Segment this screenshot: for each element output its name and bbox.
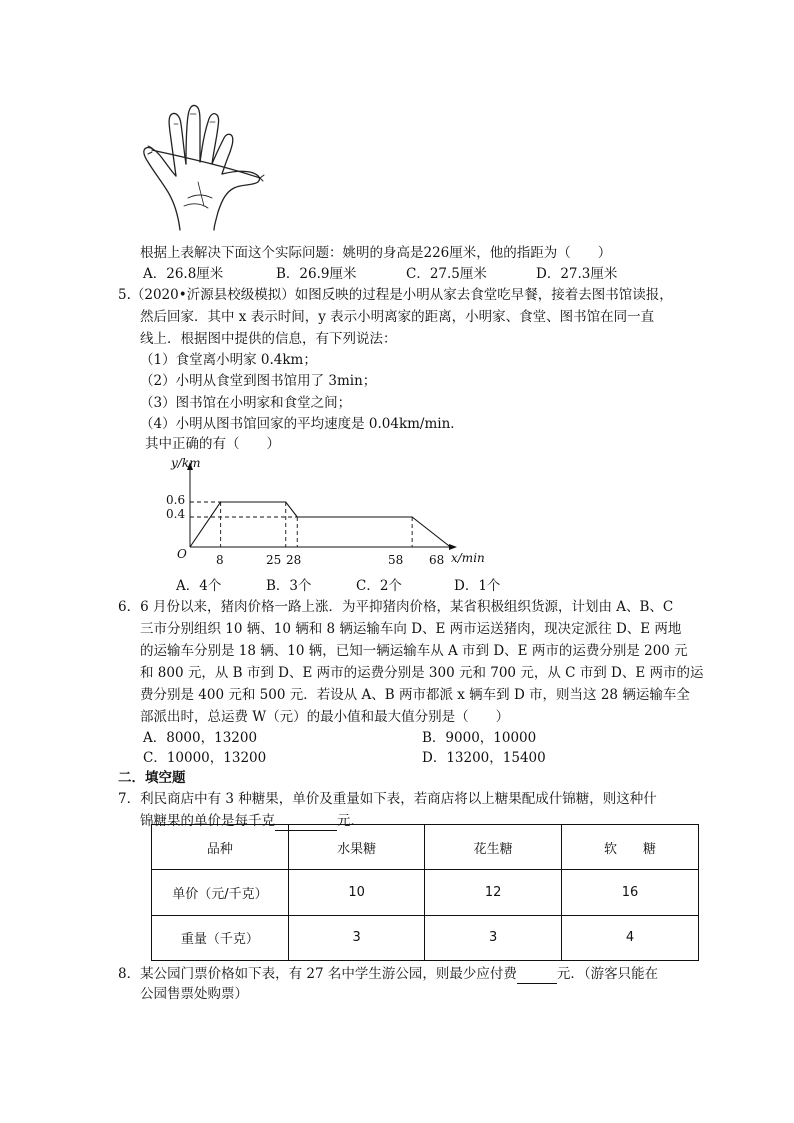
table-cell: 单价（元/千克） xyxy=(152,870,289,915)
q5-stem-line1: 5.（2020•沂源县校级模拟）如图反映的过程是小明从家去食堂吃早餐，接着去图书馆读报， xyxy=(118,287,673,303)
origin-label: O xyxy=(177,547,187,561)
x-tick-68: 68 xyxy=(429,553,445,567)
x-tick-28: 28 xyxy=(286,553,302,567)
table-row xyxy=(152,825,699,870)
q6-stem-line1: 6．6 月份以来，猪肉价格一路上涨．为平抑猪肉价格，某省积极组织货源，计划由 A、B、C xyxy=(118,599,674,615)
q6-option-a: A．8000，13200 xyxy=(143,730,258,746)
q6-option-b: B．9000，10000 xyxy=(422,730,537,746)
q7-stem-text: 锦糖果的单价是每千克 xyxy=(140,813,275,829)
table-cell: 3 xyxy=(425,915,562,960)
y-tick-0.6: 0.6 xyxy=(166,493,186,507)
q5-option-c: C．2个 xyxy=(356,578,402,594)
q5-statement-3: （3）图书馆在小明家和食堂之间； xyxy=(140,395,352,411)
q5-option-b: B．3个 xyxy=(266,578,312,594)
table-cell: 16 xyxy=(561,870,698,915)
q6-stem-line6: 部派出时，总运费 W（元）的最小值和最大值分别是（ ） xyxy=(140,709,510,725)
hand-span-illustration xyxy=(138,102,268,232)
table-header-cell: 软 糖 xyxy=(561,825,698,870)
table-cell: 3 xyxy=(288,915,425,960)
q6-stem-line2: 三市分别组织 10 辆、10 辆和 8 辆运输车向 D、E 两市运送猪肉，现决定派往 D、E 两地 xyxy=(140,621,682,637)
q5-ask: 其中正确的有（ ） xyxy=(145,436,280,452)
q5-option-a: A．4个 xyxy=(176,578,222,594)
q4-option-b: B．26.9厘米 xyxy=(276,266,357,282)
q7-stem-line1: 7．利民商店中有 3 种糖果，单价及重量如下表，若商店将以上糖果配成什锦糖，则这种什 xyxy=(118,791,657,807)
table-cell: 12 xyxy=(425,870,562,915)
table-row xyxy=(152,870,699,915)
q5-statement-2: （2）小明从食堂到图书馆用了 3min； xyxy=(140,373,377,389)
q8-answer-blank[interactable] xyxy=(517,963,557,984)
y-axis-label: y/km xyxy=(171,456,201,470)
table-cell: 10 xyxy=(288,870,425,915)
table-header-cell: 品种 xyxy=(152,825,289,870)
q4-option-d: D．27.3厘米 xyxy=(536,266,618,282)
q4-question: 根据上表解决下面这个实际问题：姚明的身高是226厘米，他的指距为（ ） xyxy=(140,245,612,261)
table-row xyxy=(152,915,699,960)
q6-option-c: C．10000，13200 xyxy=(143,750,267,766)
section-fill-in-blank: 二．填空题 xyxy=(118,770,186,786)
x-axis-label: x/min xyxy=(451,551,485,565)
q8-stem-tail: 元．（游客只能在 xyxy=(556,966,659,982)
q5-option-d: D．1个 xyxy=(454,578,501,594)
table-header-cell: 花生糖 xyxy=(425,825,562,870)
q6-option-d: D．13200，15400 xyxy=(422,750,546,766)
q5-statement-4: （4）小明从图书馆回家的平均速度是 0.04km/min． xyxy=(140,416,464,432)
q4-option-a: A．26.8厘米 xyxy=(143,266,224,282)
q8-stem-text: 8．某公园门票价格如下表，有 27 名中学生游公园，则最少应付费 xyxy=(118,966,517,982)
candy-price-table xyxy=(151,824,699,961)
x-tick-25: 25 xyxy=(266,553,282,567)
q6-stem-line3: 的运输车分别是 18 辆、10 辆，已知一辆运输车从 A 市到 D、E 两市的运费分别是 200 元 xyxy=(140,643,688,659)
q8-stem-line2: 公园售票处购票） xyxy=(140,986,248,1002)
x-tick-58: 58 xyxy=(388,553,404,567)
q6-stem-line5: 费分别是 400 元和 500 元．若设从 A、B 两市都派 x 辆车到 D 市，则当这 28 辆运输车全 xyxy=(140,687,690,703)
y-tick-0.4: 0.4 xyxy=(166,507,186,521)
table-cell: 4 xyxy=(561,915,698,960)
q5-stem-line2: 然后回家．其中 x 表示时间，y 表示小明离家的距离，小明家、食堂、图书馆在同一直 xyxy=(140,309,655,325)
table-cell: 重量（千克） xyxy=(152,915,289,960)
q5-statement-1: （1）食堂离小明家 0.4km； xyxy=(140,352,317,368)
q8-stem-line1 xyxy=(118,963,658,984)
q4-option-c: C．27.5厘米 xyxy=(406,266,487,282)
q7-stem-unit: 元． xyxy=(337,813,364,829)
distance-time-graph xyxy=(165,452,495,577)
distance-line xyxy=(190,502,450,547)
q6-stem-line4: 和 800 元，从 B 市到 D、E 两市的运费分别是 300 元和 700 元，从 C 市到 D、E 两市的运 xyxy=(140,665,704,681)
table-header-cell: 水果糖 xyxy=(288,825,425,870)
x-tick-8: 8 xyxy=(216,553,224,567)
q5-stem-line3: 线上．根据图中提供的信息，有下列说法： xyxy=(140,331,397,347)
